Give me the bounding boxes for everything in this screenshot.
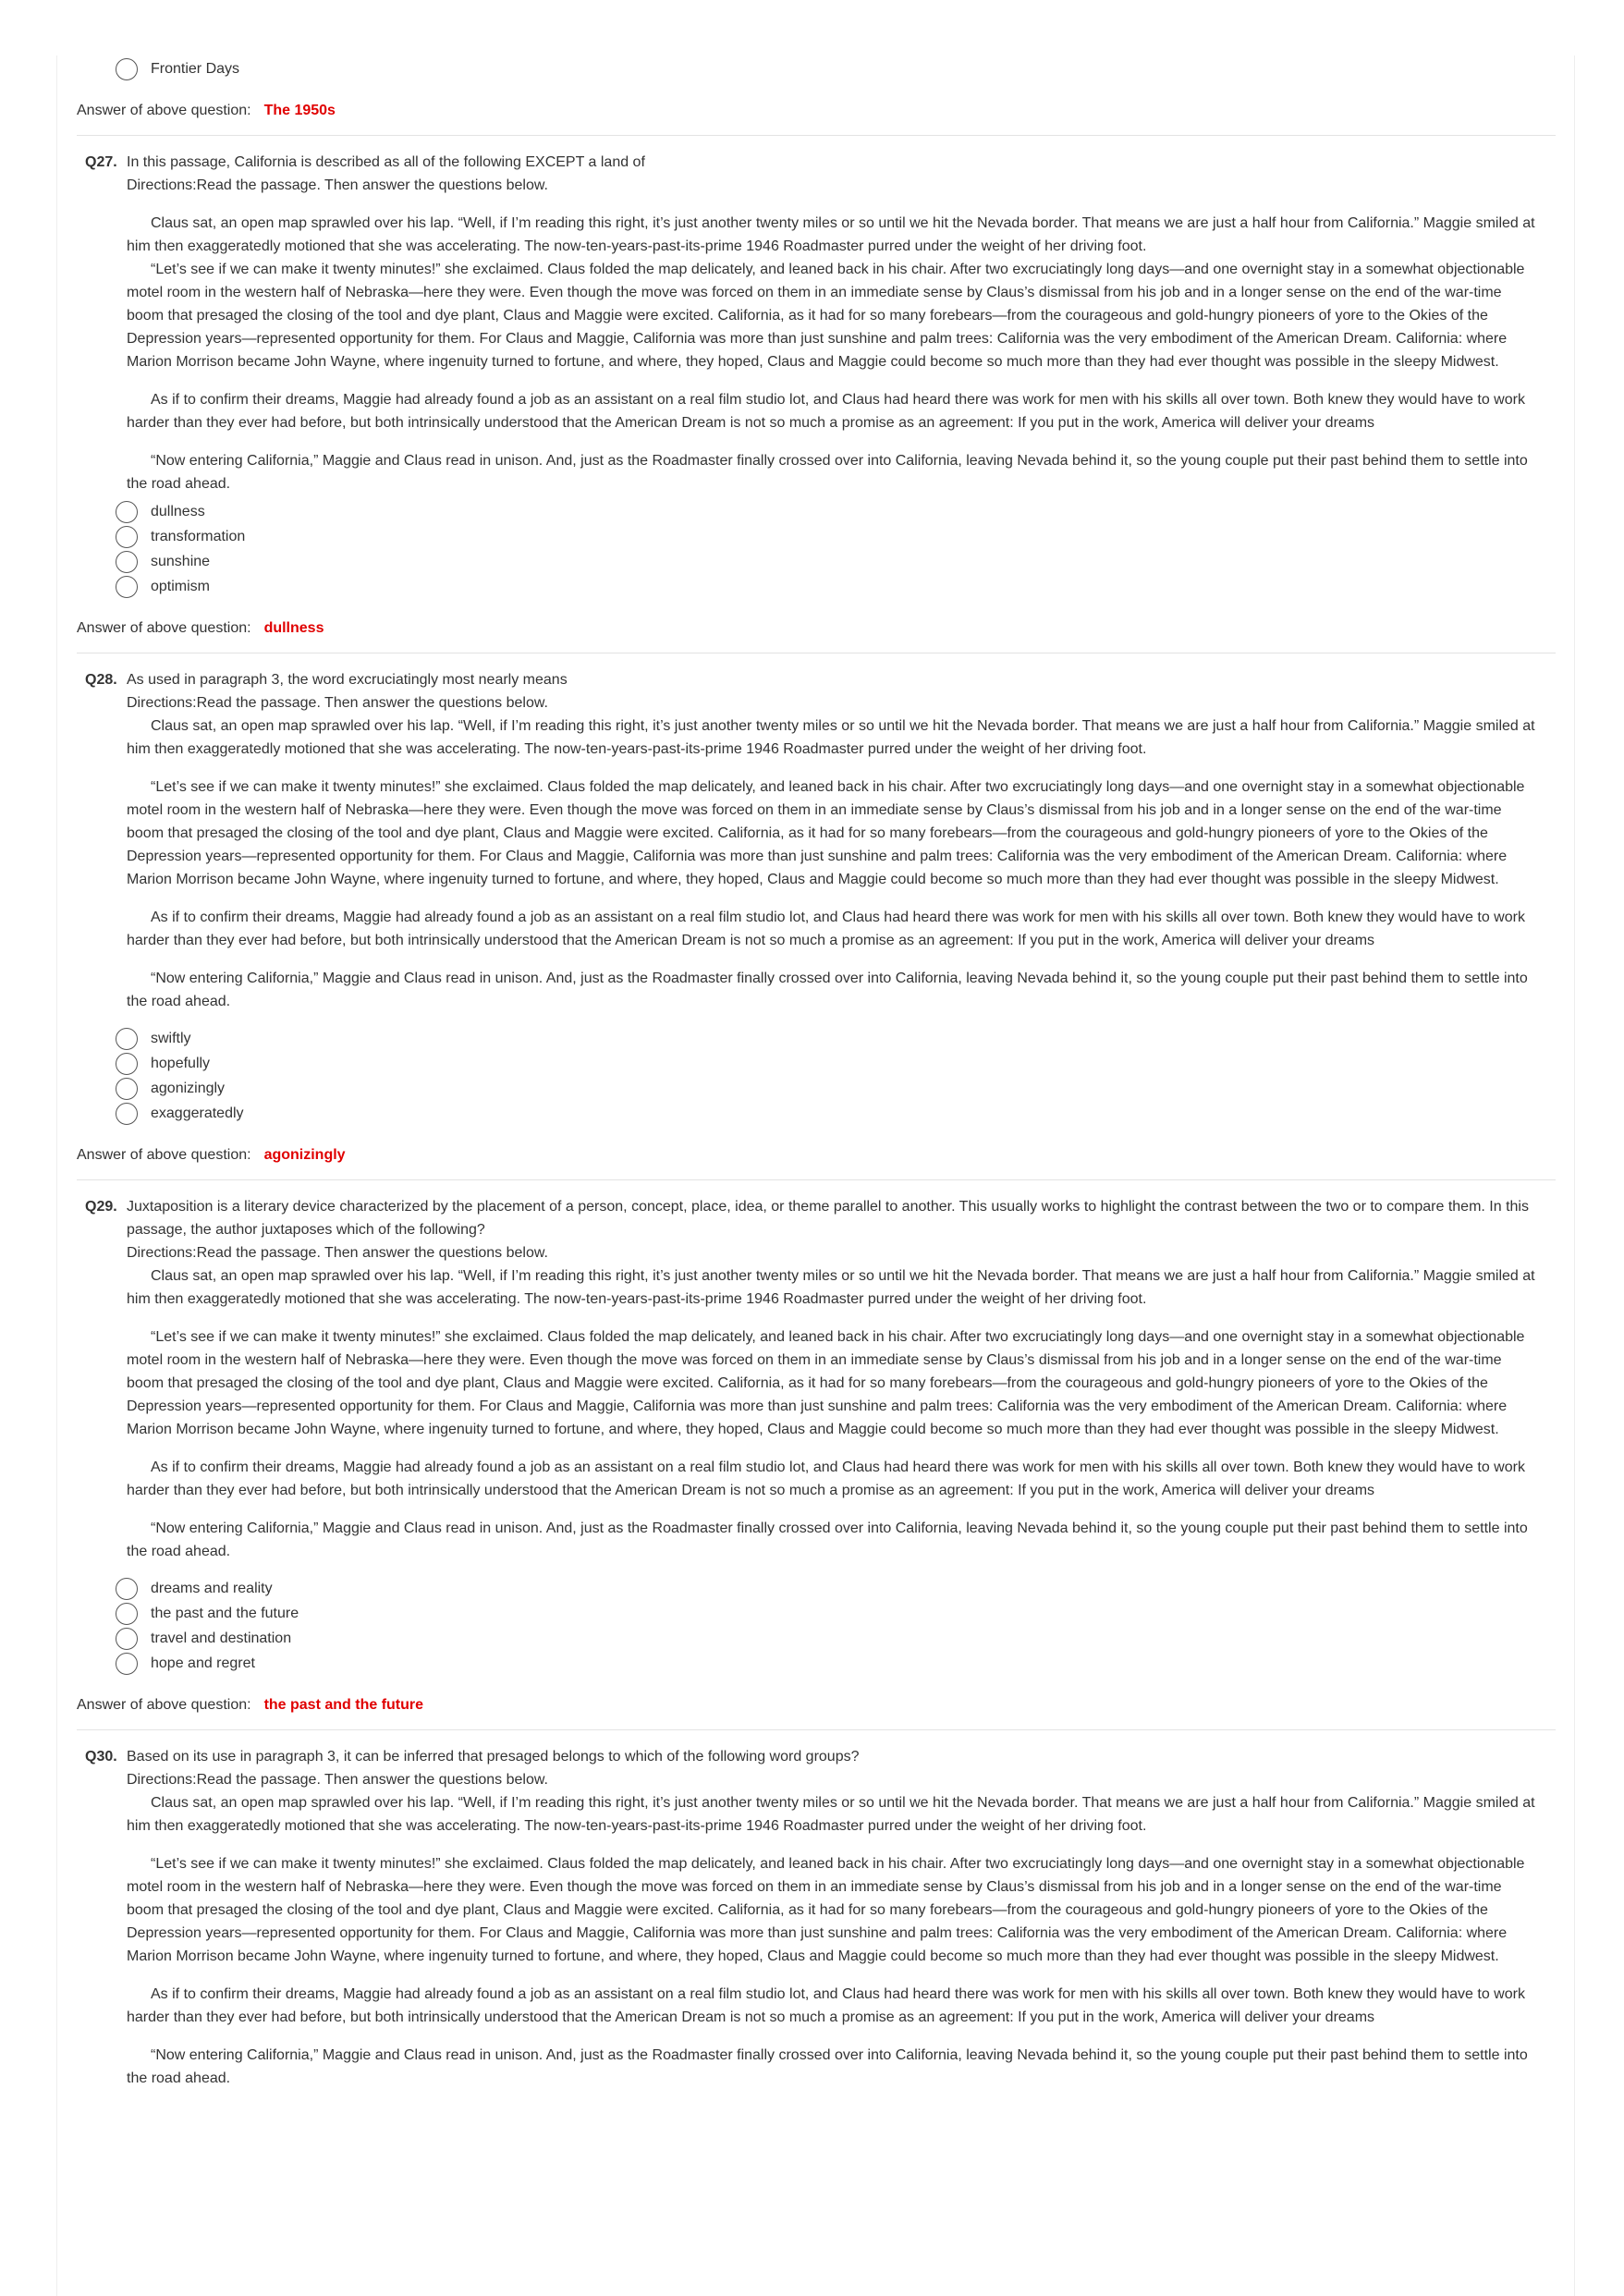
answer-option[interactable] — [77, 1626, 1556, 1651]
passage-paragraph: Claus sat, an open map sprawled over his lap. “Well, if I’m reading this right, it’s just another twenty miles or so until we hit the Nevada border. That means we are just a half hour from California.” Maggie smiled at him then exaggeratedly motioned that she was accelerating. The now-ten-years-past-its-prime 1946 Roadmaster purred under the weight of her driving foot. — [127, 215, 1535, 254]
answer-line — [77, 616, 1556, 640]
passage-paragraph: “Let’s see if we can make it twenty minutes!” she exclaimed. Claus folded the map delicately, and leaned back in his chair. After two excruciatingly long days—and one overnight stay in a somewhat objectionable motel room in the western half of Nebraska—here they were. Even though the move was forced on them in an immediate sense by Claus’s dismissal from his job and in a longer sense on the end of the war-time boom that presaged the closing of the tool and dye plant, Claus and Maggie were excited. California, as it had for so many forebears—from the courageous and gold-hungry pioneers of yore to the Okies of the Depression years—represented opportunity for them. For Claus and Maggie, California was more than just sunshine and palm trees: California was the very embodiment of the American Dream. California: where Marion Morrison became John Wayne, where ingenuity turned to fortune, and where, they hoped, Claus and Maggie could become so much more than they had ever thought was possible in the sleepy Midwest. — [127, 1856, 1525, 1964]
radio-button[interactable] — [116, 1628, 138, 1650]
passage-paragraph: “Now entering California,” Maggie and Claus read in unison. And, just as the Roadmaster finally crossed over into California, leaving Nevada behind it, so the young couple put their past behind them to settle into the road ahead. — [127, 1520, 1528, 1559]
option-label: exaggeratedly — [151, 1105, 244, 1121]
options-list — [77, 1026, 1556, 1126]
question-number: Q29. — [85, 1199, 117, 1215]
question-body — [77, 691, 1556, 1013]
option-label: hopefully — [151, 1056, 211, 1071]
answer-line — [77, 98, 1556, 122]
answer-option[interactable] — [77, 1576, 1556, 1601]
question-block — [77, 668, 1556, 1166]
option-label: Frontier Days — [151, 61, 240, 77]
option-label: transformation — [151, 529, 246, 544]
answer-value: agonizingly — [263, 1146, 346, 1163]
passage-paragraph: As if to confirm their dreams, Maggie had already found a job as an assistant on a real film studio lot, and Claus had heard there was work for men with his skills all over town. Both knew they would have to work harder than they ever had before, but both intrinsically understood that the American Dream is not so much a promise as an agreement: If you put in the work, America will deliver your dreams — [127, 1986, 1525, 2025]
question-number: Q27. — [85, 154, 117, 170]
option-label: dullness — [151, 504, 205, 519]
question-divider — [77, 1179, 1556, 1180]
directions: Directions:Read the passage. Then answer the questions below. — [127, 1245, 548, 1261]
answer-value: the past and the future — [263, 1696, 424, 1713]
answer-option[interactable] — [77, 1101, 1556, 1126]
answer-option[interactable] — [77, 499, 1556, 524]
answer-option[interactable] — [77, 1051, 1556, 1076]
directions: Directions:Read the passage. Then answer the questions below. — [127, 695, 548, 711]
answer-value: The 1950s — [263, 102, 336, 118]
radio-button[interactable] — [116, 1103, 138, 1125]
options-list — [77, 1576, 1556, 1676]
answer-option[interactable] — [77, 549, 1556, 574]
directions: Directions:Read the passage. Then answer the questions below. — [127, 1772, 548, 1788]
radio-button[interactable] — [116, 551, 138, 573]
question-text: Based on its use in paragraph 3, it can be inferred that presaged belongs to which of the following word groups? — [127, 1749, 860, 1765]
passage-paragraph: Claus sat, an open map sprawled over his lap. “Well, if I’m reading this right, it’s just another twenty miles or so until we hit the Nevada border. That means we are just a half hour from California.” Maggie smiled at him then exaggeratedly motioned that she was accelerating. The now-ten-years-past-its-prime 1946 Roadmaster purred under the weight of her driving foot. — [127, 718, 1535, 757]
answer-label: Answer of above question: — [77, 619, 251, 636]
answer-value: dullness — [263, 619, 324, 636]
question-header — [77, 668, 1556, 691]
option-label: the past and the future — [151, 1606, 299, 1621]
answer-label: Answer of above question: — [77, 102, 251, 118]
passage-paragraph: “Now entering California,” Maggie and Claus read in unison. And, just as the Roadmaster finally crossed over into California, leaving Nevada behind it, so the young couple put their past behind them to settle into the road ahead. — [127, 453, 1528, 492]
passage-paragraph: Claus sat, an open map sprawled over his lap. “Well, if I’m reading this right, it’s just another twenty miles or so until we hit the Nevada border. That means we are just a half hour from California.” Maggie smiled at him then exaggeratedly motioned that she was accelerating. The now-ten-years-past-its-prime 1946 Roadmaster purred under the weight of her driving foot. — [127, 1795, 1535, 1834]
question-header — [77, 1195, 1556, 1241]
radio-button[interactable] — [116, 1028, 138, 1050]
option-label: hope and regret — [151, 1655, 255, 1671]
radio-button[interactable] — [116, 1653, 138, 1675]
answer-option[interactable] — [77, 56, 1556, 81]
question-number: Q28. — [85, 672, 117, 688]
answer-label: Answer of above question: — [77, 1146, 251, 1163]
answer-line — [77, 1692, 1556, 1716]
question-header — [77, 151, 1556, 174]
answer-option[interactable] — [77, 1601, 1556, 1626]
question-text: Juxtaposition is a literary device characterized by the placement of a person, concept, place, idea, or theme parallel to another. This usually works to highlight the contrast between the two or to compare them. In this passage, the author juxtaposes which of the following? — [127, 1199, 1529, 1238]
question-body — [77, 1768, 1556, 2090]
options-list — [77, 499, 1556, 599]
answer-label: Answer of above question: — [77, 1696, 251, 1713]
question-block — [77, 1745, 1556, 2090]
quiz-content — [77, 55, 1556, 2090]
answer-line — [77, 1142, 1556, 1166]
question-block — [77, 151, 1556, 640]
answer-option[interactable] — [77, 574, 1556, 599]
passage-paragraph: “Let’s see if we can make it twenty minutes!” she exclaimed. Claus folded the map delicately, and leaned back in his chair. After two excruciatingly long days—and one overnight stay in a somewhat objectionable motel room in the western half of Nebraska—here they were. Even though the move was forced on them in an immediate sense by Claus’s dismissal from his job and in a longer sense on the end of the war-time boom that presaged the closing of the tool and dye plant, Claus and Maggie were excited. California, as it had for so many forebears—from the courageous and gold-hungry pioneers of yore to the Okies of the Depression years—represented opportunity for them. For Claus and Maggie, California was more than just sunshine and palm trees: California was the very embodiment of the American Dream. California: where Marion Morrison became John Wayne, where ingenuity turned to fortune, and where, they hoped, Claus and Maggie could become so much more than they had ever thought was possible in the sleepy Midwest. — [127, 1329, 1525, 1437]
question-divider — [77, 1729, 1556, 1730]
passage-paragraph: As if to confirm their dreams, Maggie had already found a job as an assistant on a real film studio lot, and Claus had heard there was work for men with his skills all over town. Both knew they would have to work harder than they ever had before, but both intrinsically understood that the American Dream is not so much a promise as an agreement: If you put in the work, America will deliver your dreams — [127, 910, 1525, 948]
question-divider — [77, 135, 1556, 136]
passage-paragraph: “Let’s see if we can make it twenty minutes!” she exclaimed. Claus folded the map delicately, and leaned back in his chair. After two excruciatingly long days—and one overnight stay in a somewhat objectionable motel room in the western half of Nebraska—here they were. Even though the move was forced on them in an immediate sense by Claus’s dismissal from his job and in a longer sense on the end of the war-time boom that presaged the closing of the tool and dye plant, Claus and Maggie were excited. California, as it had for so many forebears—from the courageous and gold-hungry pioneers of yore to the Okies of the Depression years—represented opportunity for them. For Claus and Maggie, California was more than just sunshine and palm trees: California was the very embodiment of the American Dream. California: where Marion Morrison became John Wayne, where ingenuity turned to fortune, and where, they hoped, Claus and Maggie could become so much more than they had ever thought was possible in the sleepy Midwest. — [127, 262, 1525, 370]
radio-button[interactable] — [116, 576, 138, 598]
question-block — [77, 1195, 1556, 1716]
passage-paragraph: As if to confirm their dreams, Maggie had already found a job as an assistant on a real film studio lot, and Claus had heard there was work for men with his skills all over town. Both knew they would have to work harder than they ever had before, but both intrinsically understood that the American Dream is not so much a promise as an agreement: If you put in the work, America will deliver your dreams — [127, 1459, 1525, 1498]
question-header — [77, 1745, 1556, 1768]
question-body — [77, 1241, 1556, 1563]
option-label: agonizingly — [151, 1081, 226, 1096]
passage-paragraph: “Now entering California,” Maggie and Claus read in unison. And, just as the Roadmaster finally crossed over into California, leaving Nevada behind it, so the young couple put their past behind them to settle into the road ahead. — [127, 971, 1528, 1009]
radio-button[interactable] — [116, 1603, 138, 1625]
passage-paragraph: Claus sat, an open map sprawled over his lap. “Well, if I’m reading this right, it’s just another twenty miles or so until we hit the Nevada border. That means we are just a half hour from California.” Maggie smiled at him then exaggeratedly motioned that she was accelerating. The now-ten-years-past-its-prime 1946 Roadmaster purred under the weight of her driving foot. — [127, 1268, 1535, 1307]
radio-button[interactable] — [116, 1078, 138, 1100]
radio-button[interactable] — [116, 1053, 138, 1075]
passage-paragraph: “Now entering California,” Maggie and Claus read in unison. And, just as the Roadmaster finally crossed over into California, leaving Nevada behind it, so the young couple put their past behind them to settle into the road ahead. — [127, 2047, 1528, 2086]
radio-button[interactable] — [116, 526, 138, 548]
option-label: optimism — [151, 579, 211, 594]
option-label: travel and destination — [151, 1630, 292, 1646]
radio-button[interactable] — [116, 1578, 138, 1600]
option-label: dreams and reality — [151, 1581, 273, 1596]
answer-option[interactable] — [77, 1076, 1556, 1101]
question-text: In this passage, California is described as all of the following EXCEPT a land of — [127, 154, 645, 170]
option-label: sunshine — [151, 554, 211, 569]
left-border — [56, 55, 57, 2296]
question-text: As used in paragraph 3, the word excruciatingly most nearly means — [127, 672, 568, 688]
answer-option[interactable] — [77, 1026, 1556, 1051]
radio-button[interactable] — [116, 58, 138, 80]
question-body — [77, 174, 1556, 495]
answer-option[interactable] — [77, 1651, 1556, 1676]
passage-paragraph: As if to confirm their dreams, Maggie had already found a job as an assistant on a real film studio lot, and Claus had heard there was work for men with his skills all over town. Both knew they would have to work harder than they ever had before, but both intrinsically understood that the American Dream is not so much a promise as an agreement: If you put in the work, America will deliver your dreams — [127, 392, 1525, 431]
question-number: Q30. — [85, 1749, 117, 1765]
option-label: swiftly — [151, 1031, 191, 1046]
right-border — [1574, 55, 1575, 2296]
radio-button[interactable] — [116, 501, 138, 523]
directions: Directions:Read the passage. Then answer the questions below. — [127, 177, 548, 193]
passage-paragraph: “Let’s see if we can make it twenty minutes!” she exclaimed. Claus folded the map delicately, and leaned back in his chair. After two excruciatingly long days—and one overnight stay in a somewhat objectionable motel room in the western half of Nebraska—here they were. Even though the move was forced on them in an immediate sense by Claus’s dismissal from his job and in a longer sense on the end of the war-time boom that presaged the closing of the tool and dye plant, Claus and Maggie were excited. California, as it had for so many forebears—from the courageous and gold-hungry pioneers of yore to the Okies of the Depression years—represented opportunity for them. For Claus and Maggie, California was more than just sunshine and palm trees: California was the very embodiment of the American Dream. California: where Marion Morrison became John Wayne, where ingenuity turned to fortune, and where, they hoped, Claus and Maggie could become so much more than they had ever thought was possible in the sleepy Midwest. — [127, 779, 1525, 887]
answer-option[interactable] — [77, 524, 1556, 549]
